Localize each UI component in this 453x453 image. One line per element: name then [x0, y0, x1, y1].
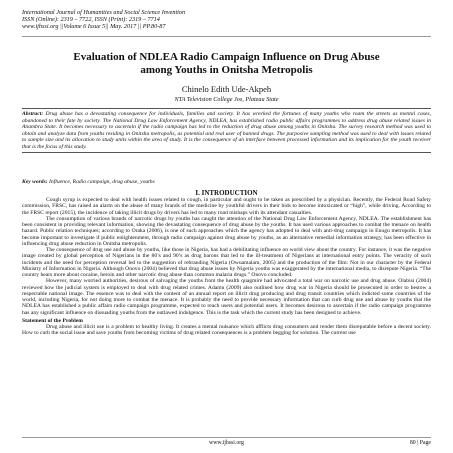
- author-name: Chinelo Edith Ude-Akpeh: [181, 84, 272, 94]
- body-text: [22, 197, 431, 337]
- page-footer: [22, 440, 431, 448]
- keywords: [22, 179, 431, 186]
- section-heading: I. INTRODUCTION: [195, 189, 258, 197]
- title-line-1: Evaluation of NDLEA Radio Campaign Influence on Drug Abuse: [73, 51, 380, 63]
- footer-url[interactable]: www.ijhssi.org: [209, 440, 244, 446]
- body-paragraph: The consequence of drug use and abuse by youths, like those in Nigeria, has had a debilitating influence on world view about the country. For instance, it was the negative image created by global perception of Nigerians in the 80’s and 90’s as drug barons that led to the ill-treatment of Nigerians at international entry points. The veracity of such incidents and the need for perception reversal led to the suggestion of rebranding Nigeria (Owuamalam, 2005) and the production of the film: Not in our character by the Federal Ministry of Information in Nigeria. Although Onovo (2004) believed that drug abuse issues by Nigeria youths was exaggerated by the international media, to disrepute Nigeria. “The country hears more about cocaine, heroin and other narcotic drug abuse than common malaria drugs.” Onovo concluded.: [22, 247, 431, 278]
- abstract-label: Abstract:: [22, 111, 44, 117]
- abstract-text: Drug abuse has a devastating consequence for individuals, families and society. It has wrecked the fortunes of many youths who roam the streets as mental cases, abandoned to their fate by society. The National Drug Law Enforcement Agency, NDLEA, has established radio public affairs programmes to address drug abuse related issues in Anambra State. It becomes necessary to ascertain if the radio campaign has led to the reduction of drug abuse among youths in Onitsha. The survey research method was used to obtain and analyze data from youths residing in Onitsha metropolis, as potential and real user of banned drugs. The purposive sampling method was used to deal with issues related to sample size and its allocation to study units within the area of study. It is the consequence of an interface between processed information and its implication for the youth receiver that is the focus of this study.: [22, 111, 431, 150]
- keywords-text: Influence, Radio campaign, drug abuse, youths: [49, 179, 155, 185]
- journal-header: [22, 9, 431, 31]
- title-line-2: among Youths in Onitsha Metropolis: [140, 64, 313, 76]
- journal-volume: www.ijhssi.org ||Volume 6 Issue 5|| May. 2017 || PP.80-87: [22, 23, 166, 31]
- header-rule: [22, 36, 431, 37]
- body-paragraph: However, many worried authorities, desirous of salvaging the youths from the health quagmire had advocated a total war on narcotic use and drug abuse. Olabisi (2004) reviewed how the judicial system is employed to deal with drug related crimes. Adamu (2009) also outlined how drug war in Nigeria should be prosecuted in order to bestow a respectable national image. The essence was to deal with the content of an annual report on illicit drug producing and drug transit countries which indicted some countries of the world, including Nigeria, for not doing more to combat the menace. It is probably the need to provide necessary information that can curb drug use and abuse by youths that the NDLEA has established a public affairs radio campaign programme, expected to reach users and potential users. It becomes desirous to ascertain if the radio campaign programme has any significant influence on dissuading youths from the outlawed indulgence. This is the task which the current study has been designed to achieve.: [22, 278, 431, 316]
- author-affiliation: NTA Television College Jos, Plateau State: [174, 96, 279, 103]
- footer-rule: [22, 437, 431, 438]
- journal-name: International Journal of Humanities and Social Science Invention: [22, 9, 186, 16]
- paper-title: [22, 51, 431, 77]
- keywords-label: Key words:: [22, 179, 48, 185]
- body-paragraph: Cough syrup is expected to deal with health issues related to cough, in particular and ought to be taken as prescribed by a physician. Recently, the Federal Road Safety commission, FRSC, has raised an alarm on the abuse of many brands of the medicine by youthful drivers in their bids to become intoxicated or “high”, while driving. According to the FRSC report (2015), the incidence of taking illicit drugs by drivers has led to many road mishaps with its attendant casualties.: [22, 197, 431, 216]
- page-number: 80 | Page: [409, 440, 431, 446]
- subheading: Statement of the Problem: [22, 317, 83, 324]
- problem-paragraph: Drug abuse and illicit use is a problem to healthy living. It creates a mental nuisance which afflicts drug consumers and render them disreputable before a decent society. How to curb the social issue and save youths from becoming victims of drug related consequences is a problem begging for solution. The current use: [22, 324, 431, 337]
- journal-issn: ISSN (Online): 2319 – 7722, ISSN (Print): 2319 – 7714: [22, 16, 160, 24]
- abstract-block: [22, 108, 431, 153]
- body-paragraph: The consumption of various brands of narcotic drugs by youths has caught the attention of the National Drug Law Enforcement Agency, NDLEA. The establishment has been consistent in providing relevant information, showing the devastating consequence of drug abuse by the youths. It has used various approaches to combat the menace on health hazard. Public relation techniques; according to Oraka (2006), is one of such approaches which the agency has adopted to deal with anti-drug campaign in Enugu metropolis. It has become important to investigate if public enlightenment, through radio campaign against drug abuse by youths, as an alternative remedial information strategy, has been effective in influencing drug abuse reduction in Onitsha metropolis.: [22, 215, 431, 247]
